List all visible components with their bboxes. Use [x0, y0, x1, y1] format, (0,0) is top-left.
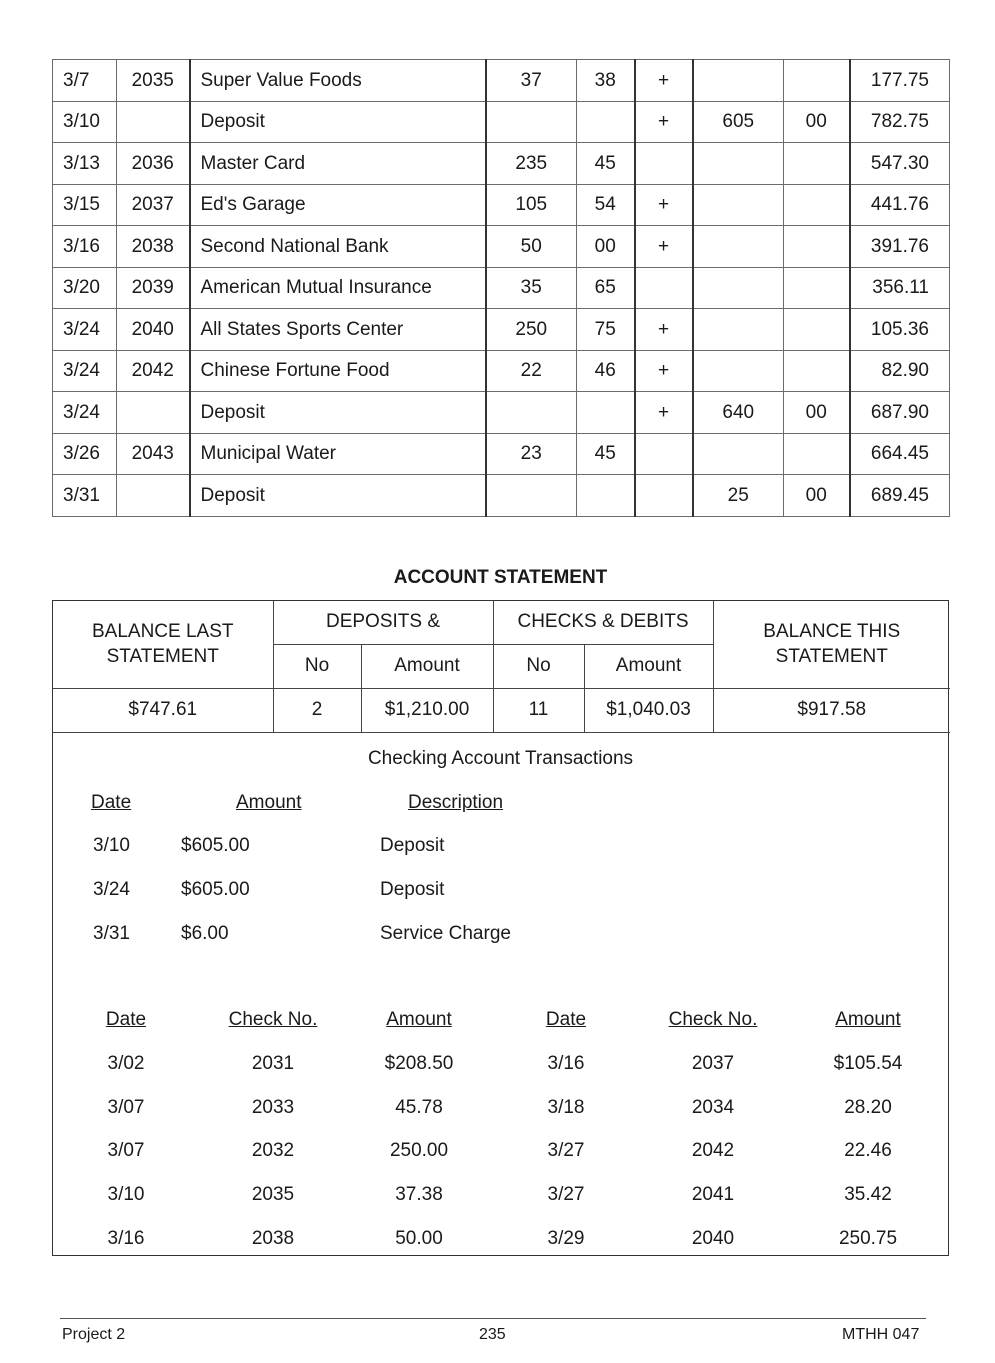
register-payment-dollars: 105 — [486, 184, 577, 226]
register-deposit-cents — [784, 433, 850, 475]
register-date: 3/15 — [53, 184, 117, 226]
register-payment-dollars: 235 — [486, 143, 577, 185]
balance-this-header: BALANCE THIS STATEMENT — [713, 601, 950, 688]
register-row — [53, 392, 950, 434]
register-cleared-mark — [635, 475, 693, 517]
register-description: Municipal Water — [190, 433, 486, 475]
transaction-date: 3/24 — [93, 879, 130, 900]
register-row — [53, 226, 950, 268]
check-left-amount: $208.50 — [384, 1053, 454, 1074]
check-left-date: 3/07 — [107, 1140, 145, 1162]
tx-date-header: Date — [91, 792, 132, 813]
checks-right-number-header: Check No. — [668, 1009, 758, 1030]
register-description: Deposit — [190, 101, 486, 143]
register-cleared-mark: + — [635, 350, 693, 392]
register-row — [53, 475, 950, 517]
transaction-date: 3/31 — [93, 923, 130, 944]
register-cleared-mark: + — [635, 226, 693, 268]
register-deposit-cents — [784, 267, 850, 309]
register-payment-cents: 00 — [577, 226, 635, 268]
check-left-number: 2038 — [251, 1227, 295, 1249]
register-date: 3/13 — [53, 143, 117, 185]
register-balance: 664.45 — [850, 433, 950, 475]
checks-left-date-header: Date — [105, 1009, 147, 1030]
register-date: 3/7 — [53, 60, 117, 102]
check-left-amount: 50.00 — [395, 1227, 443, 1249]
check-right-amount: 28.20 — [844, 1096, 892, 1118]
check-left-number: 2031 — [251, 1053, 295, 1074]
transaction-amount: $605.00 — [181, 835, 250, 856]
page-number: 235 — [479, 1326, 506, 1343]
transactions-title: Checking Account Transactions — [367, 748, 634, 769]
register-payment-cents — [577, 475, 635, 517]
checks-amount-header: Amount — [584, 644, 713, 688]
balance-last-header: BALANCE LAST STATEMENT — [53, 601, 273, 688]
register-description: Deposit — [190, 475, 486, 517]
register-date: 3/16 — [53, 226, 117, 268]
register-deposit-dollars: 605 — [693, 101, 784, 143]
register-check-number: 2043 — [117, 433, 190, 475]
register-deposit-dollars — [693, 184, 784, 226]
check-left-amount: 45.78 — [395, 1096, 443, 1118]
register-payment-cents — [577, 392, 635, 434]
tx-amount-header: Amount — [236, 792, 302, 813]
register-balance: 687.90 — [850, 392, 950, 434]
register-deposit-dollars — [693, 350, 784, 392]
deposits-amount-header: Amount — [361, 644, 493, 688]
register-payment-cents: 54 — [577, 184, 635, 226]
register-payment-dollars — [486, 475, 577, 517]
register-deposit-cents — [784, 184, 850, 226]
register-description: Second National Bank — [190, 226, 486, 268]
register-body — [53, 60, 950, 517]
register-payment-dollars — [486, 392, 577, 434]
register-check-number — [117, 101, 190, 143]
register-date: 3/20 — [53, 267, 117, 309]
check-left-number: 2032 — [251, 1140, 295, 1162]
register-check-number: 2037 — [117, 184, 190, 226]
register-deposit-cents: 00 — [784, 101, 850, 143]
register-deposit-dollars: 25 — [693, 475, 784, 517]
check-left-amount: 37.38 — [395, 1184, 443, 1206]
checks-amount-value: $1,040.03 — [584, 688, 713, 732]
check-left-date: 3/10 — [107, 1184, 145, 1206]
statement-title: ACCOUNT STATEMENT — [393, 567, 608, 588]
register-check-number — [117, 475, 190, 517]
register-deposit-dollars — [693, 309, 784, 351]
check-right-number: 2042 — [691, 1140, 735, 1162]
register-payment-dollars: 35 — [486, 267, 577, 309]
transaction-description: Deposit — [380, 835, 445, 856]
check-right-number: 2041 — [691, 1184, 735, 1206]
transaction-description: Deposit — [380, 879, 445, 900]
register-deposit-dollars — [693, 60, 784, 102]
register-check-number: 2042 — [117, 350, 190, 392]
check-left-date: 3/02 — [107, 1053, 145, 1074]
register-deposit-dollars — [693, 433, 784, 475]
register-deposit-cents — [784, 60, 850, 102]
register-check-number — [117, 392, 190, 434]
register-balance: 782.75 — [850, 101, 950, 143]
register-row — [53, 433, 950, 475]
register-payment-cents: 45 — [577, 433, 635, 475]
register-deposit-dollars — [693, 226, 784, 268]
register-payment-dollars — [486, 101, 577, 143]
register-payment-dollars: 23 — [486, 433, 577, 475]
register-cleared-mark — [635, 143, 693, 185]
register-row — [53, 101, 950, 143]
register-date: 3/24 — [53, 392, 117, 434]
register-row — [53, 60, 950, 102]
register-deposit-dollars — [693, 143, 784, 185]
balance-last-value: $747.61 — [53, 688, 273, 732]
checks-right-amount-header: Amount — [835, 1009, 901, 1030]
check-left-number: 2035 — [251, 1184, 295, 1206]
check-right-amount: 250.75 — [838, 1227, 898, 1249]
check-left-amount: 250.00 — [389, 1140, 449, 1162]
register-description: Deposit — [190, 392, 486, 434]
register-cleared-mark: + — [635, 392, 693, 434]
check-right-date: 3/27 — [547, 1140, 585, 1162]
deposits-header: DEPOSITS & — [273, 601, 493, 644]
check-left-date: 3/07 — [107, 1096, 145, 1118]
register-balance: 391.76 — [850, 226, 950, 268]
statement-summary — [53, 601, 950, 733]
register-balance: 82.90 — [850, 350, 950, 392]
register-deposit-dollars: 640 — [693, 392, 784, 434]
check-right-date: 3/18 — [547, 1096, 585, 1118]
register-cleared-mark — [635, 433, 693, 475]
deposits-no-value: 2 — [273, 688, 361, 732]
register-description: American Mutual Insurance — [190, 267, 486, 309]
register-cleared-mark — [635, 267, 693, 309]
check-right-number: 2034 — [691, 1096, 735, 1118]
checks-no-value: 11 — [493, 688, 584, 732]
register-payment-dollars: 22 — [486, 350, 577, 392]
register-payment-cents: 65 — [577, 267, 635, 309]
register-balance: 441.76 — [850, 184, 950, 226]
deposits-no-header: No — [273, 644, 361, 688]
check-right-amount: 35.42 — [844, 1184, 892, 1206]
balance-this-value: $917.58 — [713, 688, 950, 732]
transaction-amount: $6.00 — [181, 923, 229, 944]
register-description: All States Sports Center — [190, 309, 486, 351]
register-deposit-cents — [784, 350, 850, 392]
register-check-number: 2035 — [117, 60, 190, 102]
register-balance: 356.11 — [850, 267, 950, 309]
register-description: Master Card — [190, 143, 486, 185]
checks-left-amount-header: Amount — [386, 1009, 452, 1030]
footer-left: Project 2 — [62, 1326, 126, 1343]
check-right-amount: $105.54 — [833, 1053, 903, 1074]
register-check-number: 2039 — [117, 267, 190, 309]
register-row — [53, 184, 950, 226]
checks-right-date-header: Date — [545, 1009, 587, 1030]
check-right-number: 2040 — [691, 1227, 735, 1249]
check-left-date: 3/16 — [107, 1227, 145, 1249]
check-right-date: 3/29 — [547, 1227, 585, 1249]
register-cleared-mark: + — [635, 101, 693, 143]
register-deposit-cents — [784, 143, 850, 185]
register-balance: 689.45 — [850, 475, 950, 517]
register-deposit-cents: 00 — [784, 392, 850, 434]
checks-no-header: No — [493, 644, 584, 688]
register-deposit-dollars — [693, 267, 784, 309]
register-row — [53, 350, 950, 392]
check-right-date: 3/27 — [547, 1184, 585, 1206]
footer-rule — [60, 1318, 926, 1319]
register-balance: 547.30 — [850, 143, 950, 185]
register-deposit-cents — [784, 226, 850, 268]
register-payment-cents: 46 — [577, 350, 635, 392]
register-balance: 177.75 — [850, 60, 950, 102]
register-date: 3/24 — [53, 350, 117, 392]
register-deposit-cents — [784, 309, 850, 351]
register-check-number: 2036 — [117, 143, 190, 185]
check-right-amount: 22.46 — [844, 1140, 892, 1162]
register-balance: 105.36 — [850, 309, 950, 351]
checks-left-number-header: Check No. — [228, 1009, 318, 1030]
tx-description-header: Description — [408, 792, 504, 813]
transaction-amount: $605.00 — [181, 879, 250, 900]
register-payment-cents — [577, 101, 635, 143]
register-cleared-mark: + — [635, 309, 693, 351]
register-payment-dollars: 250 — [486, 309, 577, 351]
transaction-description: Service Charge — [380, 923, 511, 944]
register-deposit-cents: 00 — [784, 475, 850, 517]
register-row — [53, 309, 950, 351]
check-left-number: 2033 — [251, 1096, 295, 1118]
register-payment-cents: 45 — [577, 143, 635, 185]
register-cleared-mark: + — [635, 184, 693, 226]
register-date: 3/10 — [53, 101, 117, 143]
check-right-date: 3/16 — [547, 1053, 585, 1074]
checks-debits-header: CHECKS & DEBITS — [493, 601, 713, 644]
register-row — [53, 143, 950, 185]
register-description: Chinese Fortune Food — [190, 350, 486, 392]
register-check-number: 2038 — [117, 226, 190, 268]
check-right-number: 2037 — [691, 1053, 735, 1074]
account-statement — [52, 600, 949, 1256]
check-register — [52, 59, 950, 517]
register-date: 3/24 — [53, 309, 117, 351]
register-date: 3/31 — [53, 475, 117, 517]
register-row — [53, 267, 950, 309]
register-payment-cents: 38 — [577, 60, 635, 102]
register-check-number: 2040 — [117, 309, 190, 351]
register-cleared-mark: + — [635, 60, 693, 102]
register-payment-dollars: 50 — [486, 226, 577, 268]
register-date: 3/26 — [53, 433, 117, 475]
register-payment-dollars: 37 — [486, 60, 577, 102]
register-description: Ed's Garage — [190, 184, 486, 226]
footer-right: MTHH 047 — [842, 1326, 920, 1343]
transaction-date: 3/10 — [93, 835, 130, 856]
register-description: Super Value Foods — [190, 60, 486, 102]
deposits-amount-value: $1,210.00 — [361, 688, 493, 732]
register-payment-cents: 75 — [577, 309, 635, 351]
